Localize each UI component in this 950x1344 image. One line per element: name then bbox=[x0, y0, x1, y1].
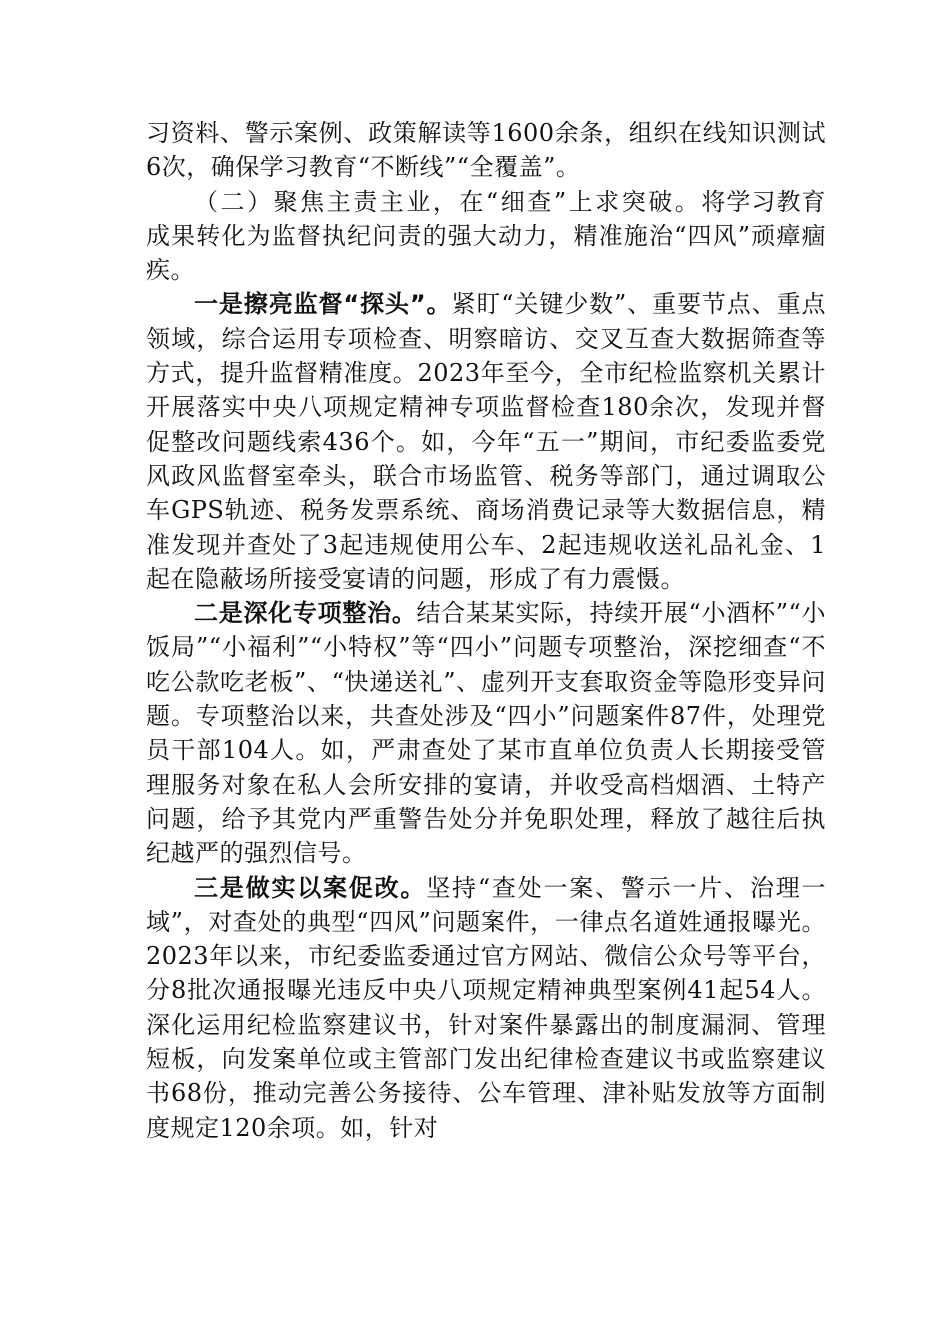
point-paragraph-3 bbox=[146, 871, 826, 1145]
paragraph-text: 将学习教育成果转化为监督执纪问责的强大动力，精准施治“四风”顽瘴痼疾。 bbox=[146, 187, 827, 285]
paragraph-text: 习资料、警示案例、政策解读等1600余条，组织在线知识测试6次，确保学习教育“不断线”“全覆盖”。 bbox=[146, 119, 826, 182]
point-lead: 一是擦亮监督“探头”。 bbox=[194, 290, 452, 319]
paragraph-text: 紧盯“关键少数”、重要节点、重点领域，综合运用专项检查、明察暗访、交叉互查大数据筛查等方式，提升监督精准度。2023年至今，全市纪检监察机关累计开展落实中央八项规定精神专项监督检查180余次，发现并督促整改问题线索436个。如，今年“五一”期间，市纪委监委党风政风监督室牵头，联合市场监管、税务等部门，通过调取公车GPS轨迹、税务发票系统、商场消费记录等大数据信息，精准发现并查处了3起违规使用公车、2起违规收送礼品礼金、1起在隐蔽场所接受宴请的问题，形成了有力震慑。 bbox=[146, 290, 826, 593]
paragraph-text: 坚持“查处一案、警示一片、治理一域”，对查处的典型“四风”问题案件，一律点名道姓通报曝光。2023年以来，市纪委监委通过官方网站、微信公众号等平台，分8批次通报曝光违反中央八项规定精神典型案例41起54人。深化运用纪检监察建议书，针对案件暴露出的制度漏洞、管理短板，向发案单位或主管部门发出纪律检查建议书或监察建议书68份，推动完善公务接待、公车管理、津补贴发放等方面制度规定120余项。如，针对 bbox=[146, 873, 826, 1142]
document-page bbox=[146, 116, 826, 1145]
paragraph-text: 结合某某实际，持续开展“小酒杯”“小饭局”“小福利”“小特权”等“四小”问题专项整治，深挖细查“不吃公款吃老板”、“快递送礼”、虚列开支套取资金等隐形变异问题。专项整治以来，共查处涉及“四小”问题案件87件，处理党员干部104人。如，严肃查处了某市直单位负责人长期接受管理服务对象在私人会所安排的宴请，并收受高档烟酒、土特产问题，给予其党内严重警告处分并免职处理，释放了越往后执纪越严的强烈信号。 bbox=[146, 599, 826, 868]
point-paragraph-2 bbox=[146, 596, 826, 870]
point-lead: 三是做实以案促改。 bbox=[194, 873, 427, 902]
point-paragraph-1 bbox=[146, 287, 826, 596]
point-lead: 二是深化专项整治。 bbox=[194, 599, 417, 628]
paragraph-continuation bbox=[146, 116, 826, 185]
section-heading: （二）聚焦主责主业，在“细查”上求突破。 bbox=[194, 187, 702, 216]
section-heading-paragraph bbox=[146, 185, 826, 288]
